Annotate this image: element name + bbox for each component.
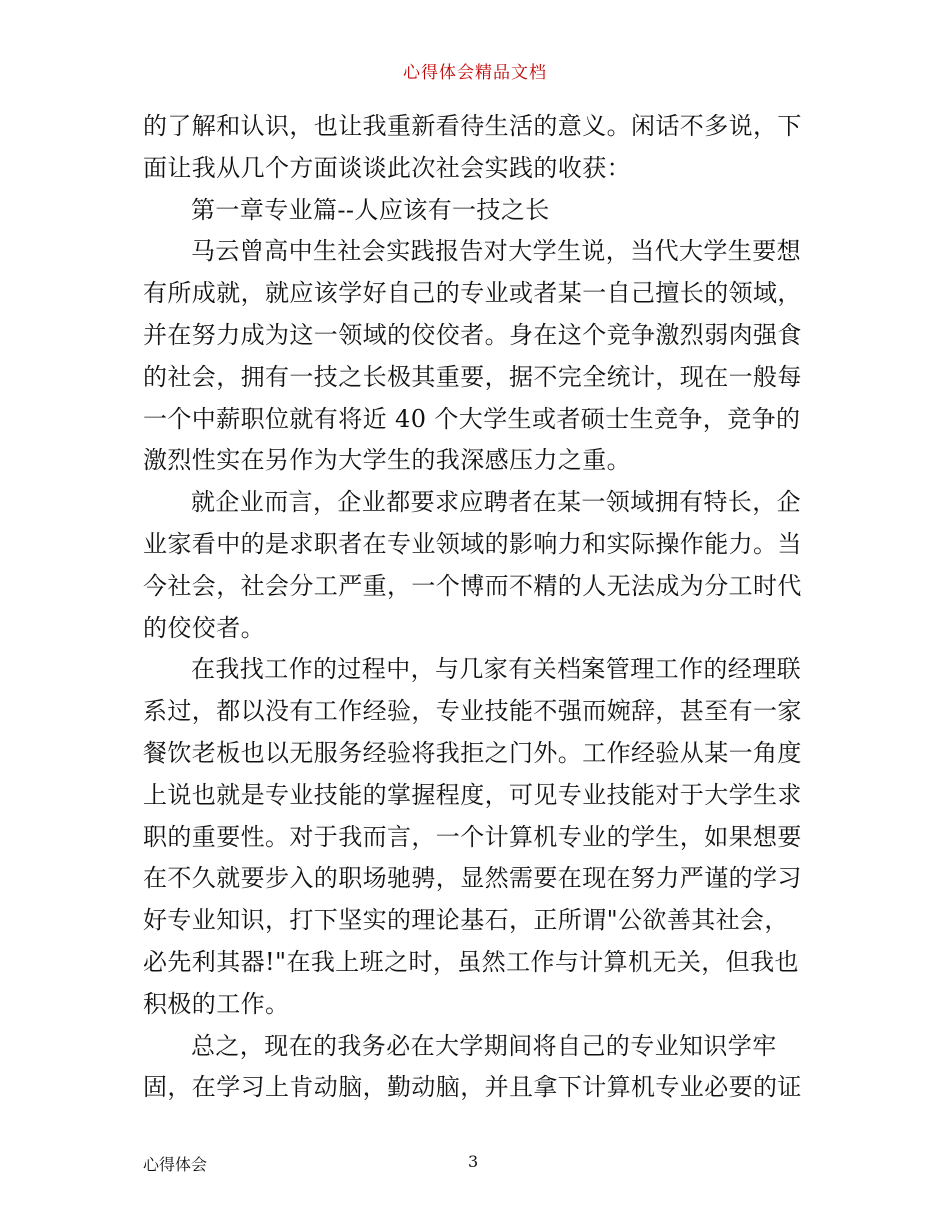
text-line: 今社会，社会分工严重，一个博而不精的人无法成为分工时代 [143, 571, 802, 600]
text-line: 职的重要性。对于我而言，一个计算机专业的学生，如果想要 [143, 822, 802, 851]
text-line: 就企业而言，企业都要求应聘者在某一领域拥有特长，企 [191, 488, 801, 517]
footer-label: 心得体会 [143, 1155, 208, 1174]
text-line: 在我找工作的过程中，与几家有关档案管理工作的经理联 [191, 655, 801, 684]
text-line: 激烈性实在另作为大学生的我深感压力之重。 [143, 446, 631, 475]
text-line: 马云曾高中生社会实践报告对大学生说，当代大学生要想 [191, 237, 801, 266]
text-line: 积极的工作。 [143, 989, 290, 1018]
text-line: 在不久就要步入的职场驰骋，显然需要在现在努力严谨的学习 [143, 864, 802, 893]
text-line: 一个中薪职位就有将近 40 个大学生或者硕士生竞争，竞争的 [143, 404, 801, 433]
text-line: 固，在学习上肯动脑，勤动脑，并且拿下计算机专业必要的证 [143, 1073, 802, 1102]
text-line: 有所成就，就应该学好自己的专业或者某一自己擅长的领域， [143, 279, 802, 308]
text-line: 的了解和认识，也让我重新看待生活的意义。闲话不多说，下 [143, 112, 802, 140]
text-line: 总之，现在的我务必在大学期间将自己的专业知识学牢 [191, 1031, 777, 1060]
document-body [143, 106, 823, 1109]
text-line: 上说也就是专业技能的掌握程度，可见专业技能对于大学生求 [143, 780, 802, 809]
document-header: 心得体会精品文档 [403, 63, 547, 83]
text-line: 的佼佼者。 [143, 613, 265, 642]
text-line: 第一章专业篇--人应该有一技之长 [191, 195, 550, 224]
text-line: 必先利其器!"在我上班之时，虽然工作与计算机无关，但我也 [143, 947, 799, 976]
text-line: 并在努力成为这一领域的佼佼者。身在这个竞争激烈弱肉强食 [143, 320, 802, 349]
page-number: 3 [468, 1152, 479, 1171]
text-line: 系过，都以没有工作经验，专业技能不强而婉辞，甚至有一家 [143, 697, 802, 726]
text-line: 面让我从几个方面谈谈此次社会实践的收获： [143, 153, 631, 182]
text-line: 餐饮老板也以无服务经验将我拒之门外。工作经验从某一角度 [143, 738, 802, 767]
text-line: 的社会，拥有一技之长极其重要，据不完全统计，现在一般每 [143, 362, 802, 391]
text-line: 好专业知识，打下坚实的理论基石，正所谓"公欲善其社会， [143, 906, 789, 935]
text-line: 业家看中的是求职者在专业领域的影响力和实际操作能力。当 [143, 529, 802, 558]
